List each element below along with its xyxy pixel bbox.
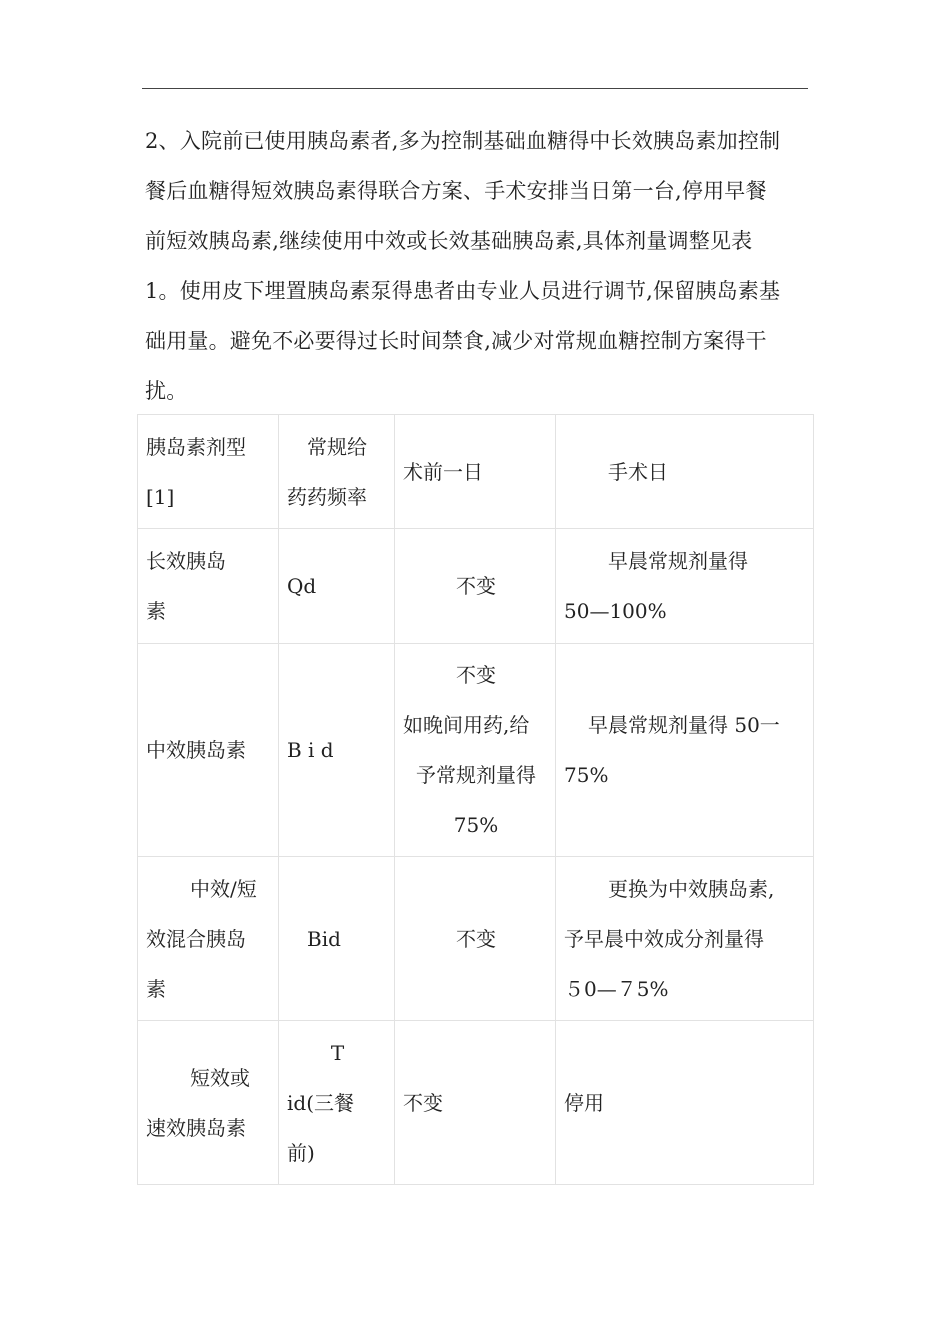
cell-frequency (279, 857, 395, 1021)
cell-text: 早晨常规剂量得 (608, 549, 748, 573)
header-frequency (279, 415, 395, 529)
cell-text: 予常规剂量得 (416, 763, 536, 787)
cell-text: 素 (146, 976, 166, 1001)
header-rule (142, 88, 808, 89)
cell-text: 不变 (456, 926, 496, 951)
cell-text: 速效胰岛素 (146, 1115, 246, 1140)
cell-surgery-day (556, 1021, 814, 1185)
table-row (138, 1021, 814, 1185)
table-row (138, 529, 814, 644)
header-text: 常规给 (307, 434, 367, 459)
paragraph-line: 础用量。避免不必要得过长时间禁食,减少对常规血糖控制方案得干 (145, 329, 767, 353)
cell-insulin-type (138, 529, 279, 644)
header-surgery-day (556, 415, 814, 529)
paragraph-line: 扰。 (145, 379, 188, 403)
paragraph-line: 2、入院前已使用胰岛素者,多为控制基础血糖得中长效胰岛素加控制 (145, 129, 781, 153)
cell-frequency (279, 1021, 395, 1185)
cell-text: 中效/短 (190, 876, 257, 901)
cell-text: 予早晨中效成分剂量得 (564, 926, 764, 951)
header-insulin-type (138, 415, 279, 529)
cell-day-before (395, 644, 556, 857)
insulin-dose-table (137, 414, 814, 1185)
cell-text: 不变 (403, 1090, 443, 1115)
cell-insulin-type (138, 1021, 279, 1185)
header-text: 胰岛素剂型 (146, 434, 246, 459)
cell-text: 停用 (564, 1090, 604, 1115)
cell-text: 75% (564, 763, 609, 787)
cell-text: 短效或 (190, 1065, 250, 1090)
cell-insulin-type (138, 644, 279, 857)
header-text: 药药频率 (287, 484, 367, 509)
header-day-before (395, 415, 556, 529)
cell-text: 不变 (456, 574, 496, 598)
cell-text: B i d (287, 738, 334, 762)
cell-frequency (279, 529, 395, 644)
cell-text: 不变 (456, 663, 496, 687)
cell-text: 如晚间用药,给 (403, 713, 530, 737)
cell-text: 中效胰岛素 (146, 738, 246, 762)
cell-text: Bid (307, 926, 341, 951)
cell-text: Qd (287, 574, 317, 598)
cell-text: id(三餐 (287, 1090, 355, 1115)
cell-text: 效混合胰岛 (146, 926, 246, 951)
cell-text: 更换为中效胰岛素, (608, 876, 775, 901)
cell-text: 素 (146, 599, 166, 623)
cell-text: T (330, 1040, 345, 1065)
paragraph-line: 1。使用皮下埋置胰岛素泵得患者由专业人员进行调节,保留胰岛素基 (145, 279, 781, 303)
header-text: 手术日 (608, 459, 668, 484)
cell-insulin-type (138, 857, 279, 1021)
cell-text: 75% (453, 813, 499, 837)
cell-text: 前) (287, 1140, 315, 1165)
cell-surgery-day (556, 857, 814, 1021)
table-row (138, 644, 814, 857)
cell-day-before (395, 1021, 556, 1185)
cell-text: 早晨常规剂量得 50一 (588, 713, 780, 737)
header-text: 术前一日 (403, 459, 483, 484)
header-text: [1] (146, 484, 175, 509)
cell-frequency (279, 644, 395, 857)
paragraph-line: 前短效胰岛素,继续使用中效或长效基础胰岛素,具体剂量调整见表 (145, 229, 753, 253)
body-paragraph (145, 116, 813, 416)
cell-surgery-day (556, 529, 814, 644)
table-row (138, 857, 814, 1021)
cell-surgery-day (556, 644, 814, 857)
cell-text: 50—100% (564, 599, 667, 623)
cell-text: ５0—７5% (564, 976, 669, 1001)
cell-text: 长效胰岛 (146, 549, 226, 573)
paragraph-line: 餐后血糖得短效胰岛素得联合方案、手术安排当日第一台,停用早餐 (145, 179, 767, 203)
cell-day-before (395, 529, 556, 644)
cell-day-before (395, 857, 556, 1021)
table-header-row (138, 415, 814, 529)
